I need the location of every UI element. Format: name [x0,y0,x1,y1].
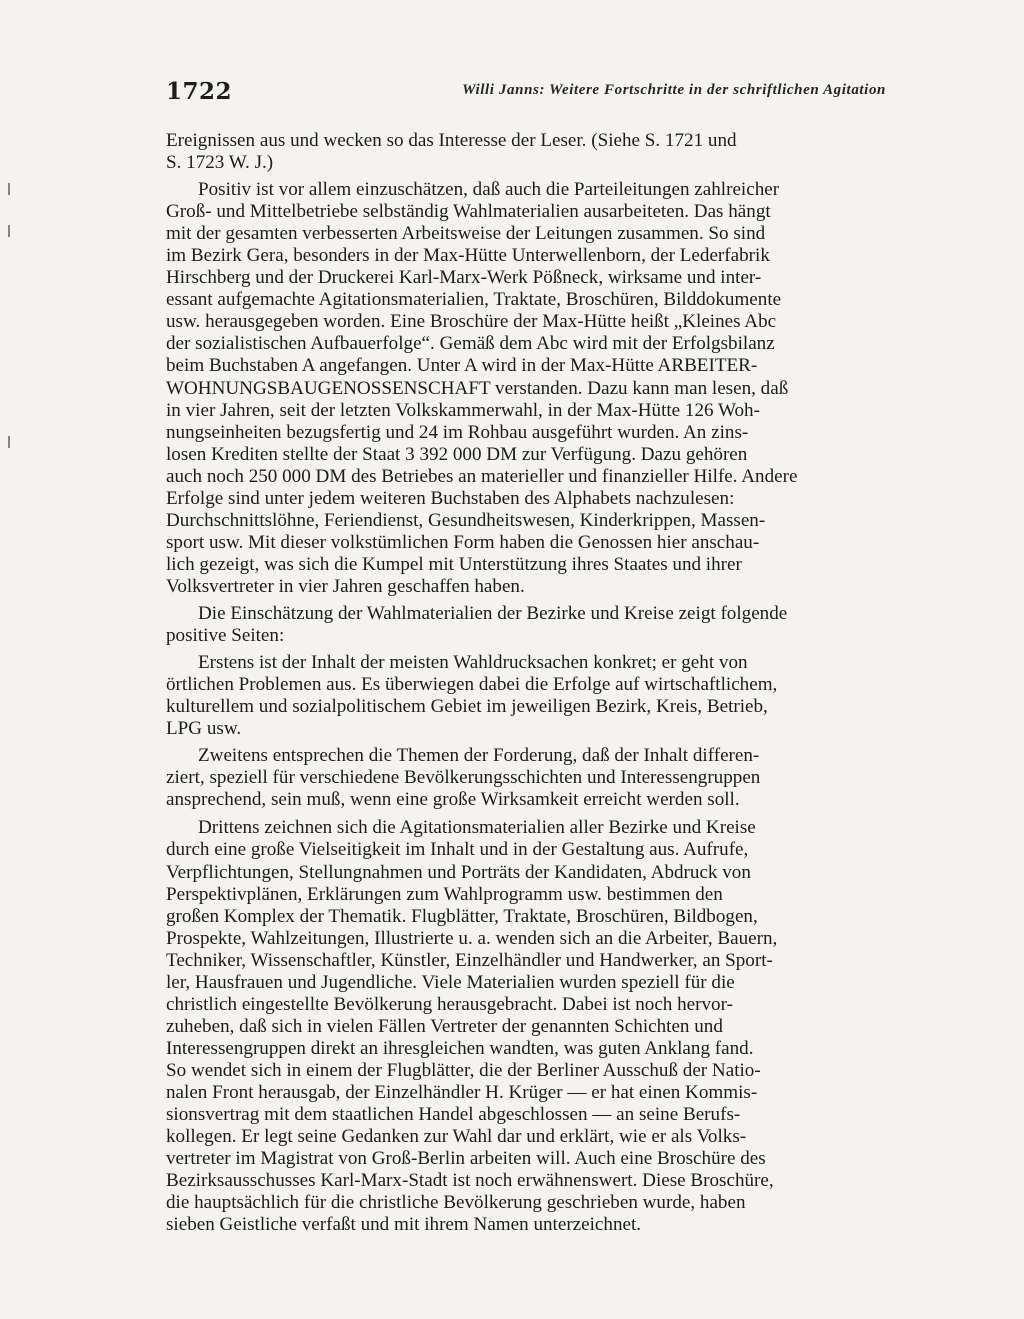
paragraph-3: Die Einschätzung der Wahlmaterialien der Bezirke und Kreise zeigt folgende positive Seiten: [166,602,788,647]
scan-margin-mark [8,183,10,195]
scan-margin-mark [8,225,10,237]
scan-margin-mark [8,436,10,448]
page-header [166,78,886,108]
page-number: 1722 [166,78,233,105]
paragraph-5: Zweitens entsprechen die Themen der Forderung, daß der Inhalt differen- ziert, speziell für verschiedene Bevölkerungsschichten und Interessengruppen ansprechend, sein muß, wenn eine große Wirksamkeit erreicht werden soll. [166,745,761,811]
running-title: Willi Janns: Weitere Fortschritte in der schriftlichen Agitation [462,82,886,98]
paragraph-2: Positiv ist vor allem einzuschätzen, daß auch die Parteileitungen zahlreicher Groß- und Mittelbetriebe selbständig Wahlmaterialien ausarbeiteten. Das hängt mit der gesamten verbesserten Arbeitsweise der Leitungen zusammen. So sind im Bezirk Gera, besonders in der Max-Hütte Unterwellenborn, der Lederfabrik Hirschberg und der Druckerei Karl-Marx-Werk Pößneck, wirksame und inter- essant aufgemachte Agitationsmaterialien, Traktate, Broschüren, Bilddokumente usw. herausgegeben worden. Eine Broschüre der Max-Hütte heißt „Kleines Abc der sozialistischen Aufbauerfolge“. Gemäß dem Abc wird mit der Erfolgsbilanz beim Buchstaben A angefangen. Unter A wird in der Max-Hütte ARBEITER- WOHNUNGSBAUGENOSSENSCHAFT verstanden. Dazu kann man lesen, daß in vier Jahren, seit der letzten Volkskammerwahl, in der Max-Hütte 126 Woh- nungseinheiten bezugsfertig und 24 im Rohbau ausgeführt wurden. An zins- losen Krediten stellte der Staat 3 392 000 DM zur Verfügung. Dazu gehören auch noch 250 000 DM des Betriebes an materieller und finanzieller Hilfe. Andere Erfolge sind unter jedem weiteren Buchstaben des Alphabets nachzulesen: Durchschnittslöhne, Feriendienst, Gesundheitswesen, Kinderkrippen, Massen- sport usw. Mit dieser volkstümlichen Form haben die Genossen hier anschau- lich gezeigt, was sich die Kumpel mit Unterstützung ihres Staates und ihrer Volksvertreter in vier Jahren geschaffen haben. [166,179,798,597]
paragraph-1: Ereignissen aus und wecken so das Interesse der Leser. (Siehe S. 1721 und S. 1723 W. J.) [166,130,737,174]
paragraph-4: Erstens ist der Inhalt der meisten Wahldrucksachen konkret; er geht von örtlichen Problemen aus. Es überwiegen dabei die Erfolge auf wirtschaftlichem, kulturellem und sozialpolitischem Gebiet im jeweiligen Bezirk, Kreis, Betrieb, LPG usw. [166,652,778,740]
body-text [166,130,886,1236]
paragraph-6: Drittens zeichnen sich die Agitationsmaterialien aller Bezirke und Kreise durch eine große Vielseitigkeit im Inhalt und in der Gestaltung aus. Aufrufe, Verpflichtungen, Stellungnahmen und Porträts der Kandidaten, Abdruck von Perspektivplänen, Erklärungen zum Wahlprogramm usw. bestimmen den großen Komplex der Thematik. Flugblätter, Traktate, Broschüren, Bildbogen, Prospekte, Wahlzeitungen, Illustrierte u. a. wenden sich an die Arbeiter, Bauern, Techniker, Wissenschaftler, Künstler, Einzelhändler und Handwerker, an Sport- ler, Hausfrauen und Jugendliche. Viele Materialien wurden speziell für die christlich eingestellte Bevölkerung herausgebracht. Dabei ist noch hervor- zuheben, daß sich in vielen Fällen Vertreter der genannten Schichten und Interessengruppen direkt an ihresgleichen wandten, was guten Anklang fand. So wendet sich in einem der Flugblätter, die der Berliner Ausschuß der Natio- nalen Front herausgab, der Einzelhändler H. Krüger — er hat einen Kommis- sionsvertrag mit dem staatlichen Handel abgeschlossen — an seine Berufs- kollegen. Er legt seine Gedanken zur Wahl dar und erklärt, wie er als Volks- vertreter im Magistrat von Groß-Berlin arbeiten will. Auch eine Broschüre des Bezirksausschusses Karl-Marx-Stadt ist noch erwähnenswert. Diese Broschüre, die hauptsächlich für die christliche Bevölkerung geschrieben wurde, haben sieben Geistliche verfaßt und mit ihrem Namen unterzeichnet. [166,817,778,1236]
